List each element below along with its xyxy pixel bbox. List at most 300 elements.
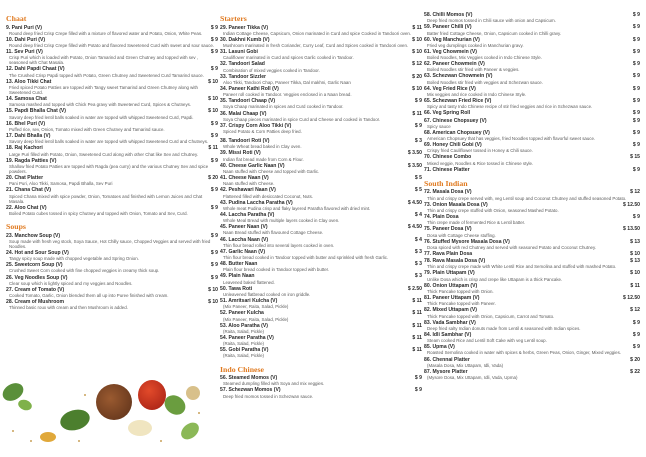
menu-item [424,357,640,368]
menu-item-description: Spicy sauce [427,123,451,129]
menu-item-name: 27. Cream of Tomato (V) [6,286,65,293]
menu-column-middle [220,12,422,400]
menu-item-price: $ 12 [630,189,640,196]
menu-item-name: 55. Gobi Paratha (V) [220,347,269,354]
menu-item-description: (Mix Paneer, Raita, Salad, Pickle) [223,304,289,310]
menu-item [424,295,640,306]
menu-item-name: 62. Paneer Chowmein (V) [424,61,485,68]
menu-item-description: Flattened filled with desiccated Coconut, Nuts. [223,193,314,199]
menu-item [6,233,218,249]
menu-item-price: $ 9 [210,274,218,281]
menu-column-left [6,12,218,311]
menu-item [220,200,422,211]
menu-item-description: (Masala Dosa, Mix Uttapam, Idli, Vada) [427,362,504,368]
menu-item-price: $ 9 [632,166,640,173]
menu-item [424,332,640,343]
menu-item-description: Tangy spicy soup made with chopped vegetable and Spring Onion. [9,256,139,262]
menu-item-name: 13. Aloo Tikki Chat [6,78,52,85]
menu-item-description: Whole Wheat bread baked in Clay oven. [223,144,302,150]
menu-item-description: Thin and crispy crepe stuffed with Onion, seasoned Mashed Potato. [427,207,559,213]
menu-item [220,123,422,134]
menu-item-description: Unlike Dosa which is crisp and crepe like Uttapam is a thick Pancake. [427,276,563,282]
menu-item-name: 66. Veg Spring Roll [424,110,471,117]
menu-item-description: (Mysore Dosa, Mix Uttapam, Idli, Vada, Upma) [427,375,518,381]
menu-item-price: $ 9 [414,122,422,129]
menu-item-description: Naan stuffed with Cheese. [223,181,275,187]
menu-item-description: (Raita, Salad, Pickle) [223,341,264,347]
menu-item-price: $ 20 [630,356,640,363]
menu-item-description: Puffed rice, sev, Onion, Tomato mixed with Green Chutney and Tamarind sauce. [9,126,165,132]
menu-item [220,310,422,321]
menu-item [424,154,640,165]
menu-item-description: Cooked Tomato, Garlic, Onion blended them all up into Puree finished with cream. [9,293,169,299]
menu-item-description: Thick Pancake topped with Onion. [427,288,494,294]
menu-item [424,214,640,225]
menu-item-price: $ 3 [414,273,422,280]
menu-item-name: 51. Amritsari Kulcha (V) [220,298,278,305]
menu-item-description: Thinned basic roux with cream and then Mushroom is added. [9,305,128,311]
menu-item-description: (Raita, Salad, Pickle) [223,353,264,359]
menu-item-description: Dosa with Cottage Cheese stuffing. [427,232,496,238]
menu-item-description: Cauliflower marinated in Curd and spices Garlic cooked in Tandoor. [223,55,354,61]
menu-item-price: $ 9 [632,85,640,92]
menu-item-description: American Chopsuey that has veggies, fried Noodles topped with flavorful sweet sauce. [427,136,596,142]
menu-item-name: 65. Schezwan Fried Rice (V) [424,98,492,105]
menu-item [220,387,422,398]
menu-item-price: $ 13 [630,238,640,245]
menu-item-name: 68. American Chopsuey (V) [424,129,490,136]
menu-item-description: Fried spiced Potato Patties are topped with Tangy sweet Tamarind and Green Chutney along with Sweetened Curd. [9,84,198,96]
menu-item-price: $ 9 [210,187,218,194]
menu-item-description: Soup made with fresh veg stock, Soya Sauce, Hot Chilly sauce, Chopped Veggies and served with fried Noodles. [9,238,211,249]
menu-item-name: 15. Papdi Bhalla Chat (V) [6,108,67,115]
menu-item-price: $ 5 [414,187,422,194]
menu-item [6,66,218,77]
menu-item-description: Soya Chaap marinated in spices and Curd cooked in Tandoor. [223,104,344,110]
menu-item-price: $ 4.50 [407,224,422,231]
menu-item-price: $ 20 [412,73,422,80]
menu-item [220,74,422,85]
menu-item-price: $ 10 [630,270,640,277]
menu-item-price: $ 11 [412,322,422,329]
menu-item-price: $ 10 [208,299,218,306]
menu-item-name: 31. Lasuni Gobi [220,49,258,56]
menu-item-description: Mushroom marinated in fresh Coriander, Curry Leaf, Curd and Spices cooked in Tandoori oven. [223,43,409,48]
menu-item-name: 43. Pudina Laccha Paratha (V) [220,199,293,206]
menu-item-price: $ 3 [414,261,422,268]
menu-item-name: 10. Dahi Puri (V) [6,36,46,43]
menu-item-name: 39. Missi Roti (V) [220,150,261,157]
menu-item-description: Boiled Potato cubes tossed in spicy Chutney and topped with Onion, Tomato and Sev, Curd. [9,210,188,216]
menu-item-price: $ 20 [208,175,218,182]
menu-item-name: 30. Dakhni Kumb (V) [220,36,270,43]
menu-item-name: 71. Chinese Platter [424,166,470,173]
menu-item [424,283,640,294]
menu-item-name: 57. Schezwan Momos (V) [220,387,281,394]
menu-item-price: $ 9 [632,73,640,80]
menu-item-row [424,251,640,257]
menu-item-name: 9. Pani Puri (V) [6,24,42,31]
section-title: Starters [220,14,247,23]
menu-item-description: Round deep fried Crisp Crepe filled with Potato and flavored Sweetened Curd with sweet and sour sauce. [9,43,215,48]
menu-item-price: $ 4.50 [407,199,422,206]
menu-item-name: 33. Tandoor Sizzler [220,73,267,80]
menu-item [220,286,422,297]
menu-item [6,262,218,273]
menu-item-name: 54. Paneer Paratha (V) [220,334,274,341]
menu-item [220,111,422,122]
menu-item [424,226,640,237]
menu-item-price: $ 10 [208,96,218,103]
menu-item [424,37,640,48]
menu-item-name: 83. Vada Sambhar (V) [424,319,476,326]
menu-item-description: Spiced Potato & Corn Patties deep fried. [223,129,302,135]
menu-item-description: Pani Puri, Aloo Tikki, Samosa, Papdi Bhalla, Sev Puri [9,181,113,187]
menu-item-price: $ 9 [632,214,640,221]
menu-item-name: 49. Plain Naan [220,273,255,280]
menu-item-price: $ 9 [210,66,218,73]
menu-item-price: $ 9 [632,129,640,136]
menu-item-description: Deep fried momos tossed in Chili sauce with onion and Capsicum. [427,18,556,24]
menu-item-description: Thin and crispy crepe served with, veg Lentil soup and Coconut Chutney and stuffed seasoned Potato. [427,195,627,201]
menu-item [6,187,218,203]
menu-item-name: 75. Paneer Dosa (V) [424,226,472,233]
section-title: Chaat [6,14,27,23]
menu-item-price: $ 12 [412,61,422,68]
menu-item-description: Thin flour bread rolled into several layers cooked in oven. [223,242,335,248]
menu-item-name: 48. Butter Naan [220,261,258,268]
menu-item-description: Naan Bread stuffed with flavoured Cottage Cheese. [223,230,324,236]
menu-item-description: Paneer roll cooked in Tandoor. Veggies enclosed in a Naan bread. [223,92,352,98]
menu-item-name: 14. Samosa Chat [6,96,47,103]
menu-item-name: 84. Idli Sambhar (V) [424,331,472,338]
menu-item-name: 80. Onion Uttapam (V) [424,282,478,289]
menu-item-name: 64. Veg Fried Rice (V) [424,85,476,92]
menu-item [424,320,640,331]
menu-item-description: Spicy and tasty Indo Chinese recipe of stir fried veggies and rice in Schezwan sauce. [427,104,593,110]
menu-item-name: 42. Peshawari Naan (V) [220,187,276,194]
menu-item-description: Mix veggies and rice cooked in Indo Chinese Style. [427,91,527,97]
menu-item [220,335,422,346]
menu-item-price: $ 10 [412,36,422,43]
menu-item [6,49,218,65]
menu-item-name: 21. Chana Chat (V) [6,187,52,194]
menu-item-name: 35. Tandoori Chaap (V) [220,98,276,105]
menu-item-price: $ 10 [630,250,640,257]
menu-item-price: $ 9 [632,36,640,43]
menu-item-name: 37. Crispy Corn Aloo Tikki (V) [220,122,292,129]
menu-item-name: 44. Laccha Paratha (V) [220,211,275,218]
menu-item [424,98,640,109]
menu-item-price: $ 11 [412,110,422,117]
menu-item [6,250,218,261]
menu-item-price: $ 12 [630,307,640,314]
menu-item [220,347,422,358]
menu-item [220,98,422,109]
menu-item [220,150,422,161]
menu-item-description: Crushed Sweet Corn cooked with fine chopped veggies in creamy thick soup. [9,268,160,274]
menu-item-name: 50. Tawa Roti [220,285,253,292]
section-title: Indo Chinese [220,364,264,374]
menu-item [424,49,640,60]
menu-item-description: The Crushed Crisp Papdi topped with Potato, Green Chutney and Sweetened Curd Tamarind sauce. [9,72,204,78]
menu-item-row [424,167,640,173]
menu-item-price: $ 11 [412,347,422,354]
menu-item [424,239,640,250]
menu-item-name: 20. Chat Platter [6,175,44,182]
menu-item [220,61,422,72]
menu-item-price: $ 12.50 [623,201,640,208]
menu-item-description: Savory deep fried lentil balls soaked in water are topped with whipped Sweetened Curd and Chutneys. [9,139,209,145]
menu-item-description: Fried veg dumplings cooked in Manchurian gravy. [427,42,524,48]
menu-item-price: $ 10 [412,49,422,56]
section-title: South Indian [424,178,468,188]
menu-item-name: 56. Steamed Momos (V) [220,375,278,382]
menu-item-description: Thin crepe made of fermented Rice & Lentil batter. [427,220,526,226]
menu-item-name: 78. Rava Masala Dosa (V) [424,258,486,265]
menu-item-price: $ 9 [632,98,640,105]
menu-item-name: 29. Paneer Tikka (V) [220,24,269,31]
menu-item-description: Thick Pancake topped with Onion, Capsicum, Carrot and Tomato. [427,313,555,319]
menu-item-name: 26. Veg Noodles Soup (V) [6,274,68,281]
menu-item-description: Plain flour bread cooked in Tandoor topped with butter. [223,267,330,273]
menu-item-price: $ 9 [632,319,640,326]
menu-item [424,202,640,213]
menu-item [6,121,218,132]
menu-item [424,307,640,318]
menu-item-description: (Raita, Salad, Pickle) [223,328,264,334]
menu-item [6,145,218,156]
menu-item-description: Savory deep fried lentil balls soaked in water are topped with whipped Sweetened Curd, Papdi. [9,114,194,120]
menu-item-name: 45. Paneer Naan (V) [220,224,268,231]
menu-item-name: 11. Sev Puri (V) [6,49,43,56]
menu-item-description: Dosa spiced with red Chutney and served with seasoned Potato and Coconut Chutney. [427,244,597,250]
menu-item-name: 76. Stuffed Mysore Masala Dosa (V) [424,238,510,245]
menu-item-price: $ 5 [414,175,422,182]
menu-item-description: Aloo Tikki, Tandoori Chap, Paneer Tikka, Dal makhni, Garlic Naan [223,79,351,85]
menu-item-description: Unleavened flatbread cooked on iron griddle. [223,291,311,297]
menu-item-name: 77. Rava Plain Dosa [424,250,473,257]
menu-item-price: $ 10 [208,286,218,293]
menu-item-price: $ 15 [630,154,640,161]
menu-item [220,163,422,174]
menu-item-name: 47. Garlic Naan (V) [220,248,266,255]
menu-item-description: Steamed dumpling filled with Soya and mix veggies. [223,381,325,387]
menu-item-description: Whole meat Pudina crisp and flaky layered Paratha flavored with dried mint. [223,205,371,211]
menu-item-description: Steam cooked Rice and Lentil Soft Cake with veg Lentil soup. [427,338,547,344]
menu-item [424,73,640,84]
menu-item [424,12,640,23]
menu-item [6,287,218,298]
menu-item-name: 36. Malai Chaap (V) [220,110,267,117]
menu-item-name: 74. Plain Dosa [424,214,459,221]
menu-item-description: Mixed veggie, Noodles & Rice tossed in Chinese style. [427,160,534,166]
menu-item-description: (Mix Paneer, Raita, Salad, Pickle) [223,316,289,322]
menu-item-name: 17. Dahi Bhalla (V) [6,133,51,140]
menu-item [424,86,640,97]
menu-item-description: Clear soup which is lightly spiced and my veggies and Noodles. [9,280,133,286]
menu-item [424,118,640,129]
menu-item [424,270,640,281]
menu-item-price: $ 9 [210,157,218,164]
menu-item-name: 67. Chinese Chopsuey (V) [424,117,487,124]
menu-item [424,130,640,141]
menu-item [220,187,422,198]
menu-item-description: Thin flour bread cooked in Tandoor topped with butter and sprinkled with fresh Garlic. [223,255,389,261]
menu-item-price: $ 9 [210,204,218,211]
menu-item-name: 53. Aloo Paratha (V) [220,322,268,329]
menu-item-name: 69. Honey Chili Gobi (V) [424,142,482,149]
menu-item-name: 34. Paneer Kathi Roll (V) [220,85,279,92]
menu-item-name: 38. Tandoori Roti (V) [220,138,270,145]
menu-item [220,175,422,186]
menu-item [220,224,422,235]
menu-item-price: $ 11 [630,282,640,289]
menu-item [220,249,422,260]
menu-item-price: $ 10 [208,108,218,115]
menu-item-price: $ 9 [210,36,218,43]
menu-item [220,298,422,309]
menu-item-price: $ 9 [210,120,218,127]
menu-item-name: 85. Upma (V) [424,344,455,351]
menu-item [6,79,218,95]
menu-column-right [424,12,640,381]
menu-item-name: 12. Dahi Papdi Chaat (V) [6,66,65,73]
menu-item [220,212,422,223]
menu-item-description: Whole Meal Bread with multiple layers cooked in Clay oven. [223,218,340,224]
menu-item-price: $ 9 [632,331,640,338]
menu-item-description: Deep fried salty Indian donuts made from Lentil & seasoned with Indian spices. [427,325,581,331]
menu-item-price: $ 11 [412,24,422,31]
menu-item-name: 70. Chinese Combo [424,154,472,161]
menu-item-description: Crisp Puri which is loaded with Potato, Onion Tamarind and Green Chutney and topped with sev , seasoned with Chat Masala. [9,55,199,66]
menu-item-price: $ 11 [412,334,422,341]
menu-item [424,258,640,269]
menu-item-name: 63. Schezwan Chowmein (V) [424,73,493,80]
menu-item-price: $ 9 [632,61,640,68]
menu-item [6,96,218,107]
menu-item [424,167,640,173]
menu-item-name: 46. Laccha Naan (V) [220,236,269,243]
menu-item-name: 82. Mixed Uttapam (V) [424,307,477,314]
menu-item-price: $ 9 [632,142,640,149]
menu-item [220,237,422,248]
menu-item-name: 16. Bhel Puri (V) [6,120,46,127]
menu-item-name: 61. Veg Chowmein (V) [424,48,477,55]
menu-item-name: 41. Cheese Naan (V) [220,175,269,182]
menu-item-price: $ 3.50 [407,162,422,169]
menu-item [424,61,640,72]
menu-item [220,138,422,149]
menu-item [6,158,218,174]
menu-item-description: Crispy fried Cauliflower tossed in Honey & Chili sauce. [427,148,533,154]
menu-item [6,108,218,119]
menu-item-name: 25. Sweetcorn Soup (V) [6,262,63,269]
menu-item-price: $ 12.50 [623,295,640,302]
menu-item-description: Soya Chaap pieces marinated in spice Curd and Cheese and cooked in Tandoor. [223,116,381,122]
menu-item [424,142,640,153]
menu-item-name: 52. Paneer Kulcha [220,310,264,317]
menu-item-description: Indian flat bread made from Corn & Flour. [223,156,304,162]
menu-item [220,37,422,48]
menu-item-name: 72. Masala Dosa (V) [424,189,472,196]
menu-item-price: $ 11 [412,298,422,305]
menu-item-name: 87. Mysore Platter [424,368,468,375]
menu-item [6,275,218,286]
section-title: Soups [6,222,26,232]
menu-item-description: Boiled Noodles stir fried with Paneer & veggies. [427,67,520,73]
menu-item-description: Leavened baked flattened. [223,279,275,285]
menu-item [6,37,218,48]
menu-item-price: $ 13.50 [623,226,640,233]
menu-item [220,86,422,97]
menu-item [424,110,640,116]
menu-item-description: Large Puri filled with Potato, Onion, Sweetened Curd along with other Chat like Sev and Chutney. [9,151,199,157]
menu-item-price: $ 9 [210,249,218,256]
menu-item-name: 24. Hot and Sour Soup (V) [6,249,69,256]
menu-item-description: Samosa mashed and topped with Chick Pea gravy with Sweetened Curd, Spices & Chutneys. [9,102,192,108]
menu-item [220,25,422,36]
menu-item-description: Shallow fried Potato Patties are topped with Ragda (pea curry) and the various Chutney Sev and spice powders. [9,163,209,174]
menu-item-price: $ 4 [414,236,422,243]
menu-item-name: 58. Chilli Momos (V) [424,12,473,18]
menu-item-description: Combination of mixed veggies cooked in Tandoor. [223,67,320,73]
menu-item-description: Spiced Chana mixed with spice powder, Onion, Tomatoes and finished with Lemon Juices and Chat Masala. [9,193,203,204]
menu-item-price: $ 9 [210,133,218,140]
menu-item-price: $ 9 [414,375,422,382]
menu-item [424,344,640,355]
menu-item [6,175,218,186]
menu-item-name: 18. Raj Kachori [6,145,43,152]
menu-item [220,375,422,386]
menu-item-description: Round deep fried Crisp Crepe filled with a mixture of flavored water and Potato, Onion, White Peas. [9,30,203,36]
menu-item-price: $ 11 [412,310,422,317]
menu-item-price: $ 9 [210,262,218,269]
menu-item-price: $ 3 [414,138,422,145]
menu-item-price: $ 22 [630,368,640,375]
menu-item-price: $ 10 [412,85,422,92]
menu-item [424,189,640,200]
menu-item-price: $ 9 [632,117,640,124]
menu-item [220,273,422,284]
menu-item-name: 81. Paneer Uttapam (V) [424,295,480,302]
menu-item [6,299,218,310]
menu-item-price: $ 9 [210,49,218,56]
menu-item-name: 22. Aloo Chat (V) [6,204,47,211]
menu-item-price: $ 2.50 [407,285,422,292]
menu-item-price: $ 9 [632,344,640,351]
menu-item-row [424,110,640,116]
menu-item-description: Batter fried Cottage Cheese, Onion, Capsicum cooked in Chilli gravy. [427,30,562,36]
menu-item-name: 28. Cream of Mushroom [6,299,65,306]
menu-item-price: $ 11 [208,145,218,152]
menu-item-price: $ 9 [632,48,640,55]
menu-item-name: 40. Cheese Garlic Naan (V) [220,162,285,169]
menu-item-name: 19. Ragda Patties (V) [6,157,57,164]
menu-item-price: $ 9 [414,387,422,394]
menu-item-price: $ 10 [208,78,218,85]
menu-item-price: $ 9 [632,24,640,31]
menu-item-description: Boiled Noodles, Mix Veggies cooked in Indo Chinese Style. [427,55,542,61]
menu-item-description: Boiled Noodles stir fried with veggies and Schezwan sauce. [427,79,543,85]
menu-item-price: $ 9 [210,24,218,31]
menu-item [6,205,218,216]
menu-item-price: $ 9 [414,98,422,105]
menu-item [220,261,422,272]
menu-item [6,133,218,144]
menu-item [6,25,218,36]
menu-item-price: $ 4 [414,211,422,218]
